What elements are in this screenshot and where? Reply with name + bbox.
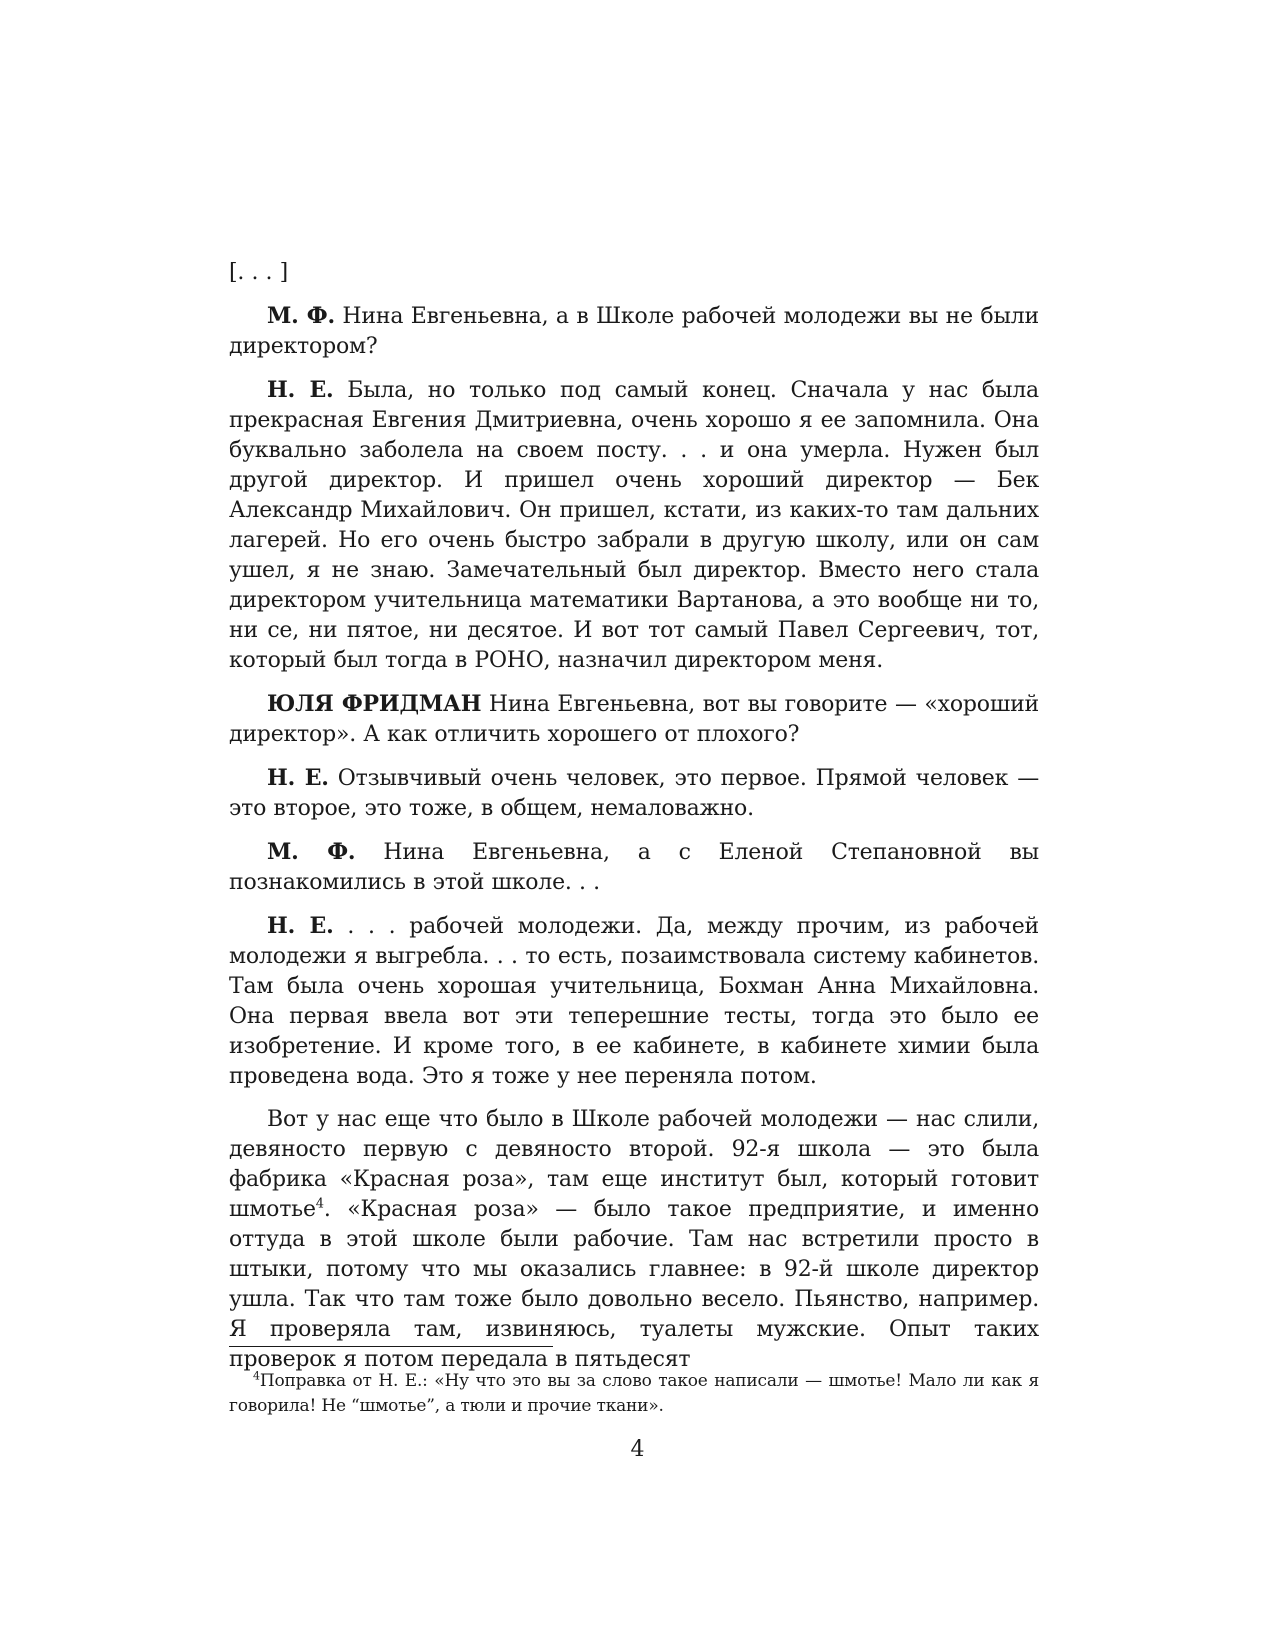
paragraph-text: Нина Евгеньевна, вот вы говорите — «хороший директор». А как отличить хорошего от плохого? xyxy=(229,692,1039,747)
dialogue-paragraph-3 xyxy=(229,689,1039,750)
narrative-paragraph xyxy=(229,1105,1039,1375)
paragraph-text: Отзывчивый очень человек, это первое. Прямой человек — это второе, это тоже, в общем, немаловажно. xyxy=(229,766,1039,821)
speaker-label: М. Ф. xyxy=(267,839,356,865)
footnote xyxy=(229,1369,1039,1419)
paragraph-text: Была, но только под самый конец. Сначала у нас была прекрасная Евгения Дмитриевна, очень хорошо я ее запомнила. Она буквально заболела на своем посту. . . и она умерла. Нужен был другой директор. И пришел очень хороший директор — Бек Александр Михайлович. Он пришел, кстати, из каких-то там дальних лагерей. Но его очень быстро забрали в другую школу, или он сам ушел, я не знаю. Замечательный был директор. Вместо него стала директором учительница математики Вартанова, а это вообще ни то, ни се, ни пятое, ни десятое. И вот тот самый Павел Сергеевич, тот, который был тогда в РОНО, назначил директором меня. xyxy=(229,378,1039,673)
page-body xyxy=(229,258,1039,1388)
speaker-label: Н. Е. xyxy=(267,765,329,791)
page-number: 4 xyxy=(630,1437,645,1462)
footnote-divider xyxy=(229,1346,553,1347)
speaker-label: ЮЛЯ ФРИДМАН xyxy=(267,691,482,717)
dialogue-paragraph-4 xyxy=(229,763,1039,824)
ellipsis-marker: [. . . ] xyxy=(229,260,289,285)
paragraph-text: Нина Евгеньевна, а с Еленой Степановной вы познакомились в этой школе. . . xyxy=(229,840,1039,895)
dialogue-paragraph-2 xyxy=(229,375,1039,676)
dialogue-paragraph-1 xyxy=(229,301,1039,362)
footnote-mark: 4 xyxy=(253,1369,260,1383)
speaker-label: Н. Е. xyxy=(267,913,334,939)
paragraph-text: . . . рабочей молодежи. Да, между прочим, из рабочей молодежи я выгребла. . . то есть, позаимствовала систему кабинетов. Там была очень хорошая учительница, Бохман Анна Михайловна. Она первая ввела вот эти теперешние тесты, тогда это было ее изобретение. И кроме того, в ее кабинете, в кабинете химии была проведена вода. Это я тоже у нее переняла потом. xyxy=(229,914,1039,1089)
speaker-label: М. Ф. xyxy=(267,303,335,329)
dialogue-paragraph-5 xyxy=(229,837,1039,898)
paragraph-text: Нина Евгеньевна, а в Школе рабочей молодежи вы не были директором? xyxy=(229,304,1039,359)
dialogue-paragraph-6 xyxy=(229,911,1039,1092)
paragraph-text-after-note: . «Красная роза» — было такое предприятие, и именно оттуда в этой школе были рабочие. Там нас встретили просто в штыки, потому что мы оказались главнее: в 92-й школе директор ушла. Так что там тоже было довольно весело. Пьянство, например. Я проверяла там, извиняюсь, туалеты мужские. Опыт таких проверок я потом передала в пятьдесят xyxy=(229,1197,1039,1372)
paragraph-text-before-note: Вот у нас еще что было в Школе рабочей молодежи — нас слили, девяносто первую с девяносто второй. 92-я школа — это была фабрика «Красная роза», там еще институт был, который готовит шмотье xyxy=(229,1107,1039,1222)
footnote-text: Поправка от Н. Е.: «Ну что это вы за слово такое написали — шмотье! Мало ли как я говорила! Не “шмотье”, а тюли и прочие ткани». xyxy=(229,1371,1039,1416)
speaker-label: Н. Е. xyxy=(267,377,334,403)
footnote-reference[interactable]: 4 xyxy=(315,1196,324,1212)
